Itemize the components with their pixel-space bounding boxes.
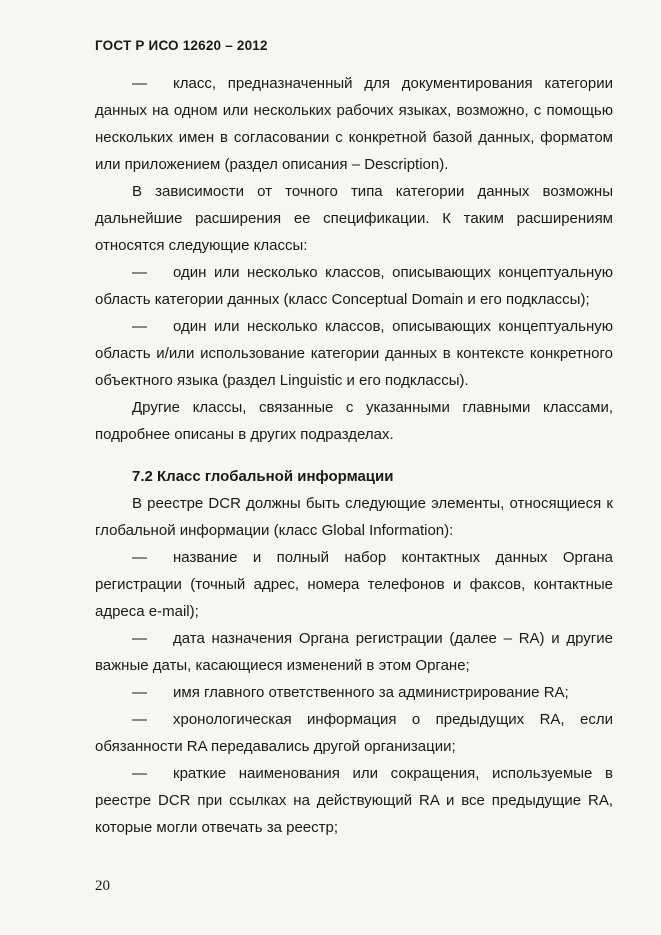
page-number: 20 [95,878,110,894]
list-item [95,259,613,313]
list-dash: — [132,549,147,566]
list-item-text: хронологическая информация о предыдущих RA, если обязанности RA передавались другой организации; [95,711,613,755]
list-dash: — [132,684,147,701]
list-dash: — [132,765,147,782]
list-item-text: название и полный набор контактных данных Органа регистрации (точный адрес, номера телефонов и факсов, контактные адреса e-mail); [95,549,613,620]
list-item [95,544,613,625]
list-item [95,313,613,394]
section-heading: 7.2 Класс глобальной информации [132,468,394,485]
list-item [95,679,613,706]
list-item-text: дата назначения Органа регистрации (далее – RA) и другие важные даты, касающиеся изменений в этом Органе; [95,630,613,674]
list-dash: — [132,711,147,728]
list-item-text: один или несколько классов, описывающих концептуальную область категории данных (класс Conceptual Domain и его подклассы); [95,264,613,308]
document-body [95,70,613,841]
list-item [95,760,613,841]
list-item-text: класс, предназначенный для документирования категории данных на одном или нескольких рабочих языках, возможно, с помощью нескольких имен в согласовании с конкретной базой данных, форматом или приложением (раздел описания – Description). [95,75,613,173]
list-item [95,706,613,760]
list-item-text: имя главного ответственного за администрирование RA; [173,684,569,701]
paragraph: В зависимости от точного типа категории данных возможны дальнейшие расширения ее спецификации. К таким расширениям относятся следующие классы: [95,183,613,254]
list-dash: — [132,318,147,335]
paragraph: Другие классы, связанные с указанными главными классами, подробнее описаны в других подразделах. [95,399,613,443]
list-item [95,625,613,679]
list-dash: — [132,630,147,647]
list-dash: — [132,75,147,92]
document-header: ГОСТ Р ИСО 12620 – 2012 [95,38,268,53]
list-item-text: один или несколько классов, описывающих концептуальную область и/или использование категории данных в контексте конкретного объектного языка (раздел Linguistic и его подклассы). [95,318,613,389]
paragraph: В реестре DCR должны быть следующие элементы, относящиеся к глобальной информации (класс Global Information): [95,495,613,539]
list-dash: — [132,264,147,281]
list-item-text: краткие наименования или сокращения, используемые в реестре DCR при ссылках на действующий RA и все предыдущие RA, которые могли отвечать за реестр; [95,765,613,836]
list-item [95,70,613,178]
